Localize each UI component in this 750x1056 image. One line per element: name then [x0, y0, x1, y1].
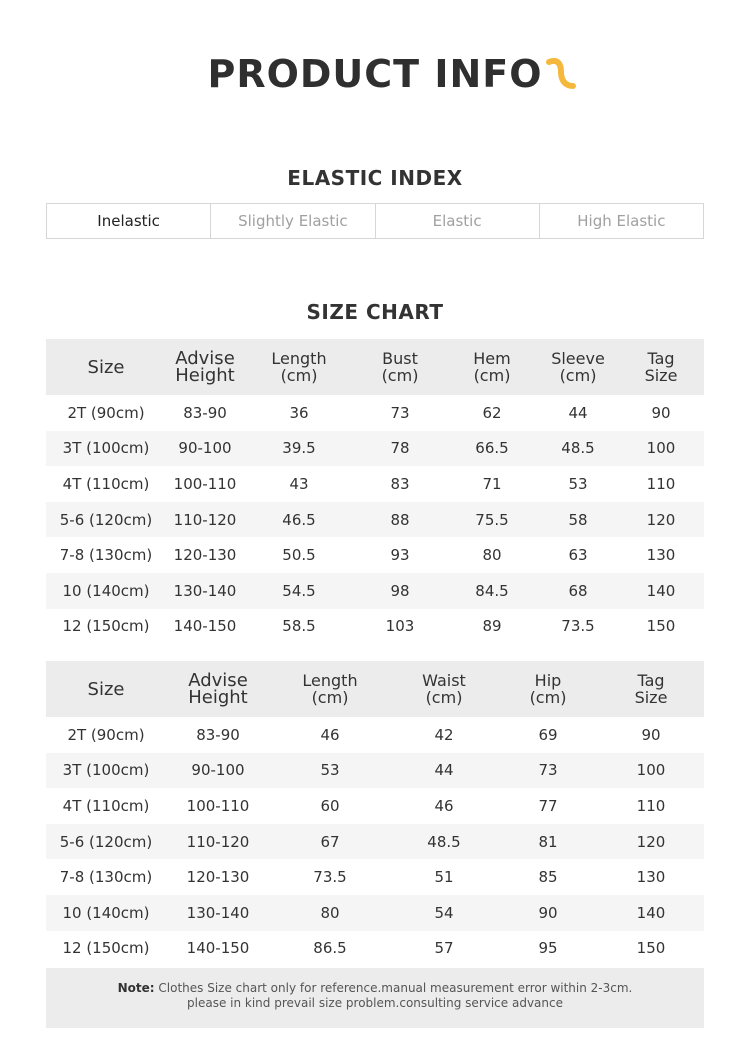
table-cell: 46 — [320, 725, 340, 744]
size-note — [46, 968, 704, 1028]
page-title-text: PRODUCT INFO — [207, 52, 543, 96]
column-header: Length (cm) — [244, 339, 354, 395]
elastic-index-title: ELASTIC INDEX — [287, 166, 463, 190]
table-cell: 85 — [538, 868, 558, 887]
table-cell: 140-150 — [186, 939, 250, 958]
table-cell: 67 — [270, 824, 390, 860]
table-cell: 10 (140cm) — [46, 573, 166, 609]
table-cell: 110-120 — [166, 502, 244, 538]
table-row — [46, 431, 704, 467]
table-cell: 10 (140cm) — [46, 895, 166, 931]
table-cell: 43 — [289, 474, 309, 493]
table-cell: 39.5 — [244, 431, 354, 467]
table-cell: 150 — [646, 617, 676, 636]
table-cell: 150 — [636, 939, 666, 958]
column-header: Hem (cm) — [446, 339, 538, 395]
table-cell: 66.5 — [446, 431, 538, 467]
table-cell: 46.5 — [244, 502, 354, 538]
table-cell: 5-6 (120cm) — [46, 824, 166, 860]
table-cell: 95 — [538, 939, 558, 958]
table-row — [46, 502, 704, 538]
table-cell: 88 — [354, 502, 446, 538]
column-header: Advise Height — [166, 661, 270, 717]
elastic-option-elastic: Elastic — [376, 204, 540, 238]
squiggle-icon — [545, 56, 577, 92]
table-cell: 83-90 — [183, 403, 227, 422]
table-cell: 7-8 (130cm) — [59, 868, 153, 887]
table-cell: 120-130 — [186, 868, 250, 887]
table-row — [46, 466, 704, 502]
table-cell: 93 — [390, 546, 410, 565]
table-row — [46, 824, 704, 860]
table-cell: 58 — [538, 502, 618, 538]
note-text-2: please in kind prevail size problem.consulting service advance — [187, 996, 563, 1010]
column-header: Sleeve (cm) — [538, 339, 618, 395]
column-header: Advise Height — [166, 339, 244, 395]
elastic-index-bar — [46, 203, 704, 239]
note-line-1 — [46, 981, 704, 996]
table-row — [46, 931, 704, 967]
table-cell: 100 — [598, 753, 704, 789]
table-cell: 73.5 — [561, 617, 595, 636]
table-cell: 130-140 — [166, 895, 270, 931]
note-label: Note: — [117, 981, 155, 995]
table-cell: 100-110 — [186, 796, 250, 815]
table-cell: 90 — [498, 895, 598, 931]
table-row — [46, 717, 704, 753]
table-cell: 53 — [270, 753, 390, 789]
table-cell: 90 — [641, 725, 661, 744]
table-cell: 42 — [434, 725, 454, 744]
table-cell: 89 — [482, 617, 502, 636]
table-cell: 2T (90cm) — [67, 403, 145, 422]
table-cell: 60 — [320, 796, 340, 815]
table-cell: 86.5 — [313, 939, 347, 958]
column-header: Tag Size — [618, 339, 704, 395]
column-header: Bust (cm) — [354, 339, 446, 395]
table-cell: 62 — [482, 403, 502, 422]
table-cell: 81 — [498, 824, 598, 860]
table-cell: 140 — [618, 573, 704, 609]
table-cell: 84.5 — [446, 573, 538, 609]
table-cell: 100 — [618, 431, 704, 467]
table-row — [46, 395, 704, 431]
table-cell: 69 — [538, 725, 558, 744]
table-cell: 12 (150cm) — [62, 617, 150, 636]
table-cell: 80 — [482, 546, 502, 565]
table-cell: 3T (100cm) — [46, 431, 166, 467]
table-cell: 73.5 — [313, 868, 347, 887]
table-row — [46, 895, 704, 931]
table-cell: 73 — [498, 753, 598, 789]
table-cell: 4T (110cm) — [62, 796, 150, 815]
table-cell: 140 — [598, 895, 704, 931]
table-cell: 103 — [385, 617, 415, 636]
size-chart-title: SIZE CHART — [306, 300, 444, 324]
table-cell: 80 — [270, 895, 390, 931]
table-cell: 83 — [390, 474, 410, 493]
table-row — [46, 753, 704, 789]
table-cell: 63 — [568, 546, 588, 565]
table-cell: 51 — [434, 868, 454, 887]
table-cell: 5-6 (120cm) — [46, 502, 166, 538]
table-cell: 120 — [618, 502, 704, 538]
bottom-size-table — [46, 661, 704, 966]
table-cell: 54.5 — [244, 573, 354, 609]
table-cell: 48.5 — [538, 431, 618, 467]
column-header: Waist (cm) — [390, 661, 498, 717]
elastic-option-slightly-elastic: Slightly Elastic — [211, 204, 375, 238]
table-cell: 73 — [390, 403, 410, 422]
table-row — [46, 609, 704, 645]
column-header: Size — [46, 661, 166, 717]
table-cell: 44 — [568, 403, 588, 422]
table-cell: 36 — [289, 403, 309, 422]
table-cell: 44 — [390, 753, 498, 789]
elastic-option-high-elastic: High Elastic — [577, 212, 666, 230]
table-cell: 50.5 — [282, 546, 316, 565]
table-cell: 4T (110cm) — [62, 474, 150, 493]
table-cell: 98 — [354, 573, 446, 609]
column-header: Size — [46, 339, 166, 395]
table-row — [46, 859, 704, 895]
table-cell: 130 — [646, 546, 676, 565]
table-row — [46, 788, 704, 824]
table-cell: 90-100 — [166, 431, 244, 467]
table-cell: 110 — [636, 796, 666, 815]
table-cell: 54 — [390, 895, 498, 931]
table-cell: 130-140 — [166, 573, 244, 609]
table-cell: 58.5 — [282, 617, 316, 636]
table-cell: 110 — [646, 474, 676, 493]
table-cell: 83-90 — [196, 725, 240, 744]
elastic-option-inelastic: Inelastic — [47, 204, 211, 238]
table-cell: 78 — [354, 431, 446, 467]
page-header — [0, 52, 750, 96]
table-cell: 120 — [598, 824, 704, 860]
table-cell: 2T (90cm) — [67, 725, 145, 744]
table-row — [46, 537, 704, 573]
column-header: Hip (cm) — [498, 661, 598, 717]
table-cell: 48.5 — [390, 824, 498, 860]
table-cell: 53 — [568, 474, 588, 493]
table-cell: 120-130 — [173, 546, 237, 565]
table-cell: 71 — [482, 474, 502, 493]
table-cell: 57 — [434, 939, 454, 958]
table-cell: 3T (100cm) — [46, 753, 166, 789]
top-size-table — [46, 339, 704, 644]
table-cell: 140-150 — [173, 617, 237, 636]
page-title — [207, 52, 542, 96]
column-header: Length (cm) — [270, 661, 390, 717]
table-cell: 77 — [538, 796, 558, 815]
table-cell: 46 — [434, 796, 454, 815]
table-cell: 110-120 — [166, 824, 270, 860]
table-cell: 90-100 — [166, 753, 270, 789]
table-cell: 75.5 — [446, 502, 538, 538]
note-text-1: Clothes Size chart only for reference.manual measurement error within 2-3cm. — [158, 981, 633, 995]
table-cell: 7-8 (130cm) — [59, 546, 153, 565]
table-cell: 68 — [538, 573, 618, 609]
table-cell: 100-110 — [173, 474, 237, 493]
table-cell: 12 (150cm) — [62, 939, 150, 958]
column-header: Tag Size — [598, 661, 704, 717]
table-cell: 130 — [636, 868, 666, 887]
table-cell: 90 — [651, 403, 671, 422]
table-row — [46, 573, 704, 609]
